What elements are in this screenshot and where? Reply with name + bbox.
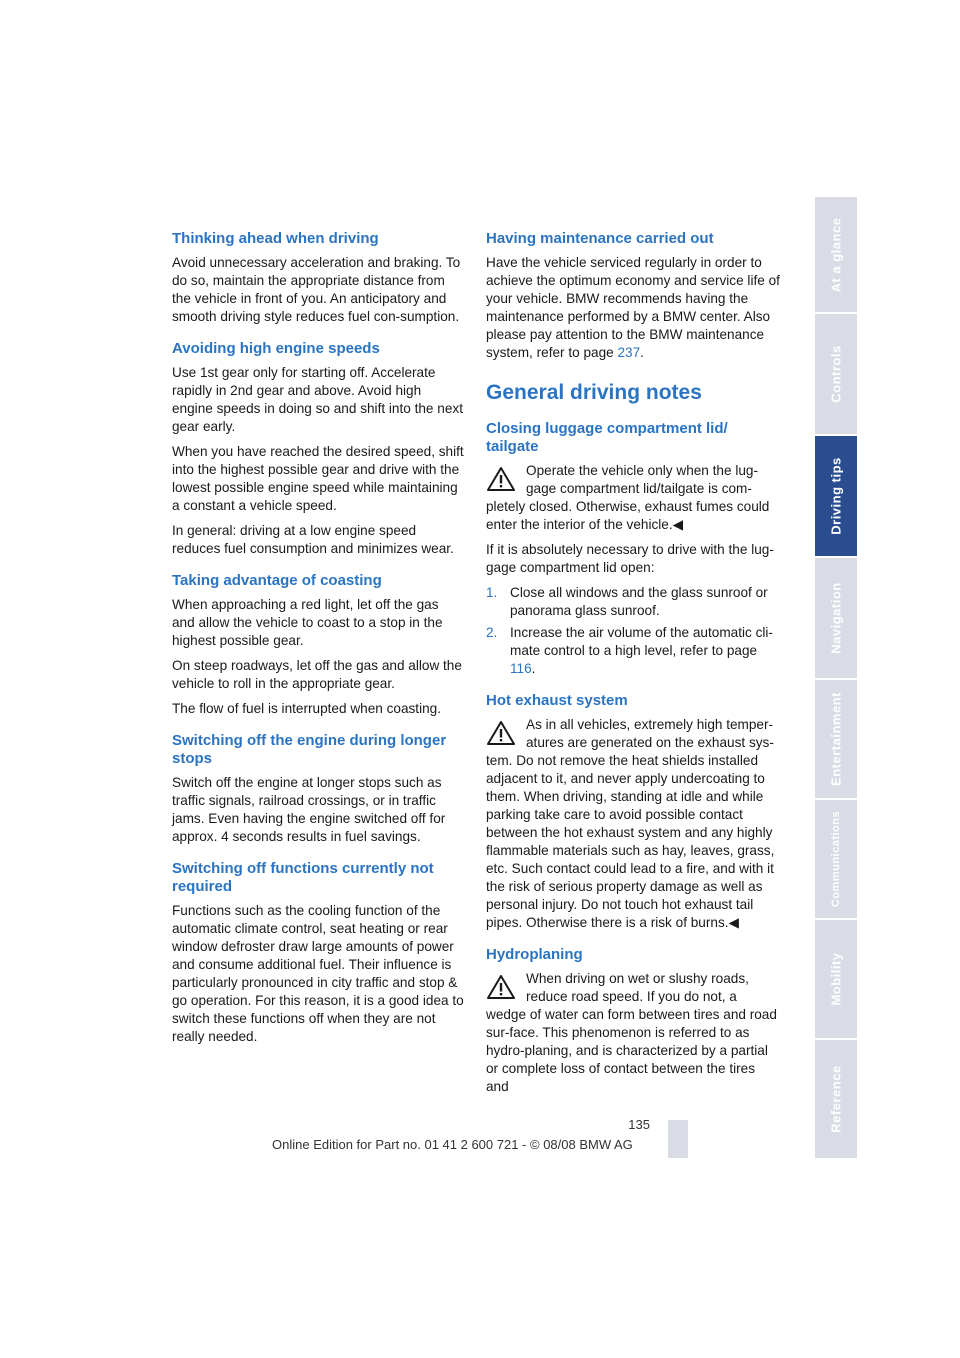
footer-bar: [668, 1120, 688, 1158]
tab-navigation[interactable]: [815, 558, 857, 678]
heading-engine-speeds: Avoiding high engine speeds: [172, 340, 380, 357]
section-longer-stops: [172, 732, 464, 846]
heading-thinking-ahead: Thinking ahead when driving: [172, 230, 379, 247]
tab-label: Reference: [828, 1065, 844, 1133]
list-item-text: Close all windows and the glass sunroof or panorama glass sunroof.: [510, 585, 768, 618]
section-functions-off: [172, 860, 464, 1046]
tab-label: Controls: [828, 345, 844, 403]
section-hot-exhaust: [486, 692, 780, 932]
list-item-text: Increase the air volume of the automatic cli-mate control to a high level, refer to page: [510, 625, 773, 658]
warning-triangle-icon: [486, 974, 516, 1000]
steps-list: [486, 584, 780, 678]
tab-at-a-glance[interactable]: [815, 197, 857, 312]
list-item: [486, 624, 780, 678]
punctuation: .: [640, 345, 644, 360]
warning-note: [486, 462, 780, 534]
paragraph: [486, 254, 780, 362]
warning-note: [486, 716, 780, 932]
warning-triangle-icon: [486, 720, 516, 746]
left-column: [172, 230, 464, 1060]
paragraph: On steep roadways, let off the gas and allow the vehicle to roll in the appropriate gear.: [172, 658, 462, 691]
chapter-tabs-sidebar: [815, 197, 857, 1160]
heading-luggage: Closing luggage compartment lid/ tailgate: [486, 420, 728, 455]
heading-hydroplaning: Hydroplaning: [486, 946, 583, 963]
tab-driving-tips[interactable]: [815, 436, 857, 556]
heading-coasting: Taking advantage of coasting: [172, 572, 382, 589]
paragraph: Switch off the engine at longer stops such as traffic signals, railroad crossings, or in traffic jams. Even having the engine switched off for approx. 4 seconds results in fuel savings.: [172, 775, 446, 844]
tab-label: Driving tips: [828, 457, 844, 535]
section-coasting: [172, 572, 464, 718]
heading-longer-stops: Switching off the engine during longer stops: [172, 732, 447, 767]
tab-label: Entertainment: [828, 692, 844, 786]
paragraph: Avoid unnecessary acceleration and braking. To do so, maintain the appropriate distance from the vehicle in front of you. An anticipatory and smooth driving style reduces fuel con-sumption.: [172, 255, 461, 324]
tab-label: Mobility: [828, 952, 844, 1006]
section-luggage: [486, 420, 780, 678]
list-item-number: 1.: [486, 585, 498, 600]
paragraph: When approaching a red light, let off the gas and allow the vehicle to coast to a stop in the highest possible gear.: [172, 597, 443, 648]
heading-hot-exhaust: Hot exhaust system: [486, 692, 628, 709]
warning-text: When driving on wet or slushy roads, reduce road speed. If you do not, a wedge of water can form between tires and road sur-face. This phenomenon is referred to as hydro-planing, and is characterized by a partial or complete loss of contact between the tires and: [486, 971, 777, 1094]
warning-text: As in all vehicles, extremely high temper-atures are generated on the exhaust sys-tem. Do not remove the heat shields installed adjacent to it, and never apply undercoating to them. When driving, standing at idle and while parking take care to avoid possible contact between the hot exhaust system and any highly flammable materials such as hay, leaves, grass, etc. Such contact could lead to a fire, and with it the risk of serious property damage as well as personal injury. Do not touch hot exhaust tail pipes. Otherwise there is a risk of burns.◀: [486, 717, 775, 930]
paragraph: Functions such as the cooling function of the automatic climate control, seat heating or rear window defroster draw large amounts of power and consume additional fuel. Their influence is particularly pronounced in city traffic and stop & go operation. For this reason, it is a good idea to switch these functions off when they are not really needed.: [172, 903, 464, 1044]
footer-edition-text: Online Edition for Part no. 01 41 2 600 721 - © 08/08 BMW AG: [272, 1137, 633, 1152]
heading-functions-off: Switching off functions currently not required: [172, 860, 434, 895]
section-thinking-ahead: [172, 230, 464, 326]
warning-note: [486, 970, 780, 1096]
page-link-116[interactable]: 116: [510, 661, 532, 676]
paragraph: Use 1st gear only for starting off. Accelerate rapidly in 2nd gear and above. Avoid high engine speeds in doing so and shift into the next gear early.: [172, 365, 463, 434]
paragraph-text: Have the vehicle serviced regularly in order to achieve the optimum economy and service life of your vehicle. BMW recommends having the maintenance performed by a BMW center. Also please pay attention to the BMW maintenance system, refer to page: [486, 255, 780, 360]
paragraph: The flow of fuel is interrupted when coasting.: [172, 701, 442, 716]
section-engine-speeds: [172, 340, 464, 558]
paragraph: If it is absolutely necessary to drive with the lug-gage compartment lid open:: [486, 542, 774, 575]
tab-controls[interactable]: [815, 314, 857, 434]
heading-general-driving-notes: General driving notes: [486, 381, 702, 404]
tab-label: Communications: [830, 810, 842, 908]
section-hydroplaning: [486, 946, 780, 1096]
page-number: 135: [628, 1117, 650, 1132]
paragraph: When you have reached the desired speed, shift into the highest possible gear and drive with the lowest possible engine speed while maintaining a constant a vehicle speed.: [172, 444, 464, 513]
heading-maintenance: Having maintenance carried out: [486, 230, 714, 247]
tab-mobility[interactable]: [815, 920, 857, 1038]
tab-label: Navigation: [828, 582, 844, 654]
right-column: [486, 230, 780, 1110]
tab-communications[interactable]: [815, 800, 857, 918]
page-link-237[interactable]: 237: [617, 345, 641, 360]
section-maintenance: [486, 230, 780, 362]
punctuation: .: [531, 661, 536, 676]
list-item-number: 2.: [486, 625, 498, 640]
warning-triangle-icon: [486, 466, 516, 492]
paragraph: In general: driving at a low engine speed reduces fuel consumption and minimizes wear.: [172, 523, 454, 556]
tab-label: At a glance: [828, 217, 844, 292]
tab-reference[interactable]: [815, 1040, 857, 1158]
tab-entertainment[interactable]: [815, 680, 857, 798]
warning-text: Operate the vehicle only when the lug-gage compartment lid/tailgate is com-pletely closed. Otherwise, exhaust fumes could enter the interior of the vehicle.◀: [486, 463, 770, 532]
list-item: [486, 584, 780, 620]
